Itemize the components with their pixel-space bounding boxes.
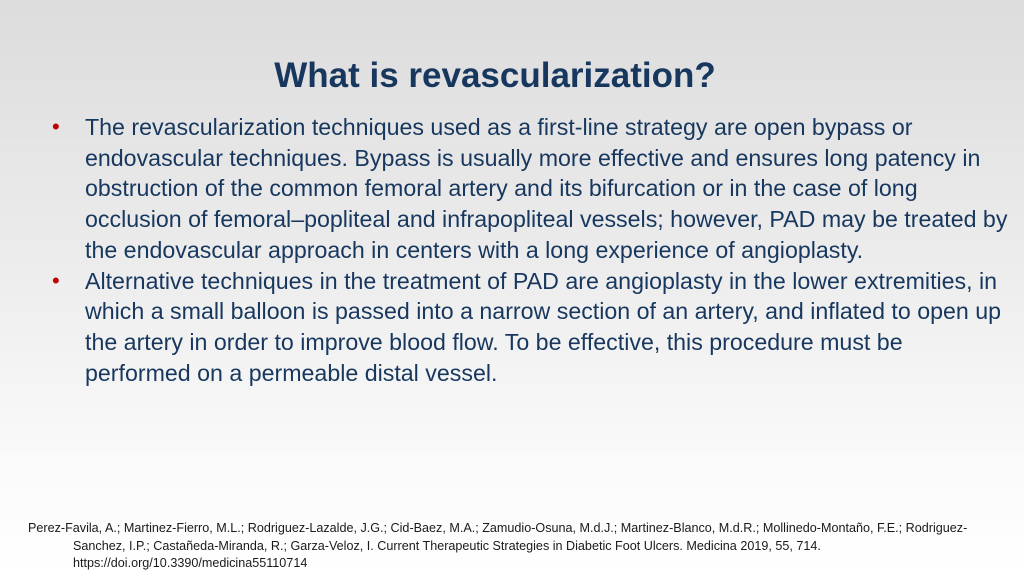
bullet-text: The revascularization techniques used as a first-line strategy are open bypass or endovascular techniques. Bypass is usually more effective and ensures long patency in obstruction of the common femoral artery and its bifurcation or in the case of long occlusion of femoral–popliteal and infrapopliteal vessels; however, PAD may be treated by the endovascular approach in centers with a long experience of angioplasty.	[85, 114, 1008, 263]
reference-citation: Perez-Favila, A.; Martinez-Fierro, M.L.; Rodriguez-Lazalde, J.G.; Cid-Baez, M.A.; Zamudio-Osuna, M.d.J.; Martinez-Blanco, M.d.R.; Mollinedo-Montaño, F.E.; Rodriguez-Sanchez, I.P.; Castañeda-Miranda, R.; Garza-Veloz, I. Current Therapeutic Strategies in Diabetic Foot Ulcers. Medicina 2019, 55, 714. https://doi.org/10.3390/medicina55110714	[28, 521, 968, 570]
slide-title: What is revascularization?	[274, 56, 716, 95]
bullet-item	[52, 112, 1012, 266]
bullet-marker: •	[52, 267, 60, 293]
bullet-marker: •	[52, 114, 60, 139]
bullet-list	[52, 112, 1012, 388]
bullet-text: Alternative techniques in the treatment of PAD are angioplasty in the lower extremities, in which a small balloon is passed into a narrow section of an artery, and inflated to open up the artery in order to improve blood flow. To be effective, this procedure must be performed on a permeable distal vessel.	[85, 267, 1002, 386]
bullet-item	[52, 266, 1012, 389]
